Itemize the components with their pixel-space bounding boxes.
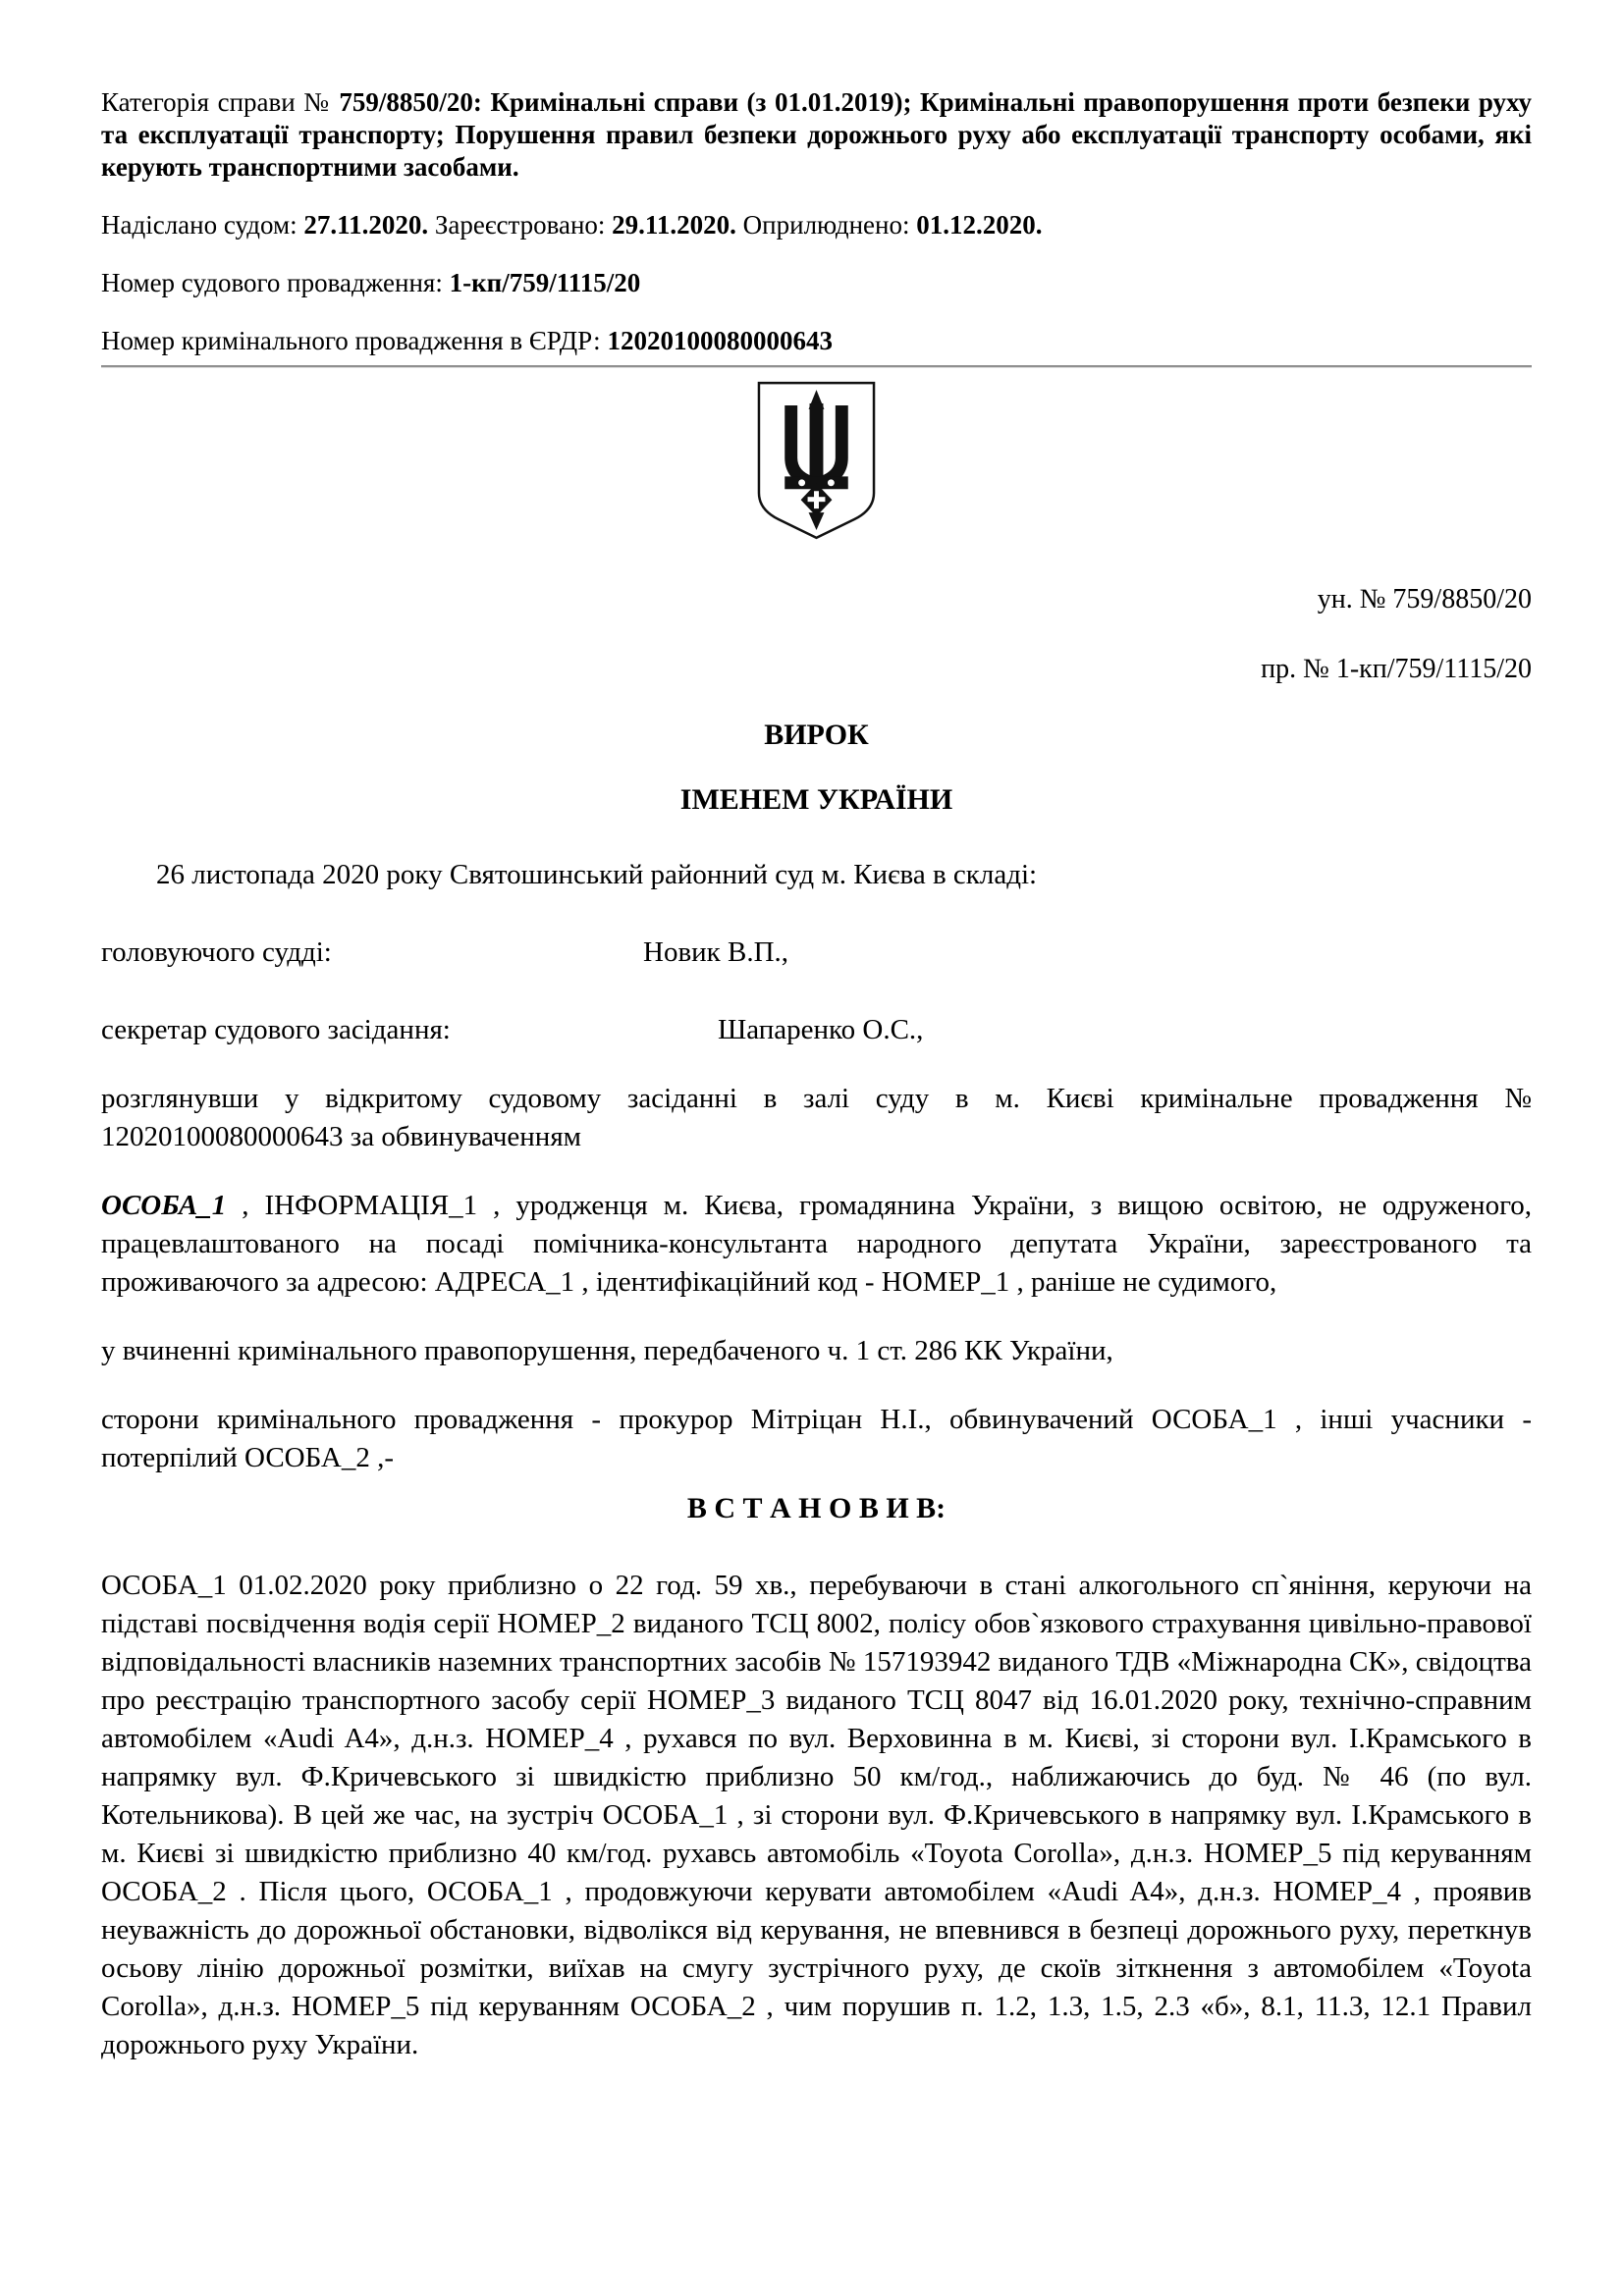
sent-by-court-label: Надіслано судом: (101, 210, 304, 240)
header-divider (101, 365, 1532, 368)
established-heading: В С Т А Н О В И В: (686, 1492, 947, 1524)
document-title: ВИРОК (764, 719, 869, 751)
proceeding-case-number: пр. № 1-кп/759/1115/20 (1261, 654, 1532, 684)
secretary-name: Шапаренко О.С., (718, 1014, 924, 1045)
dates-line (101, 209, 1532, 241)
secretary-label: секретар судового засідання: (101, 1014, 451, 1045)
accused-description: , ІНФОРМАЦІЯ_1 , уродженця м. Києва, громадянина України, з вищою освітою, не одруженого, працевлаштованого на посаді помічника-консультанта народного депутата України, зареєстрованого та проживаючого за адресою: АДРЕСА_1 , ідентифікаційний код - НОМЕР_1 , раніше не судимого, (101, 1190, 1532, 1298)
court-proceeding-value: 1-кп/759/1115/20 (449, 268, 641, 297)
erdr-number-line (101, 325, 1532, 357)
erdr-label: Номер кримінального провадження в ЄРДР: (101, 326, 608, 355)
court-proceeding-label: Номер судового провадження: (101, 268, 450, 297)
case-category-line (101, 86, 1532, 184)
charge-paragraph: у вчиненні кримінального правопорушення, передбаченого ч. 1 ст. 286 КК України, (101, 1335, 1113, 1366)
registered-label: Зареєстровано: (428, 210, 613, 240)
presiding-judge-label: головуючого судді: (101, 936, 332, 968)
erdr-value: 12020100080000643 (607, 326, 833, 355)
case-category-value: 759/8850/20: Кримінальні справи (з 01.01.2019); Кримінальні правопорушення проти безпеки руху та експлуатації транспорту; Порушення правил безпеки дорожнього руху або експлуатації транспорту особами, які керують транспортними засобами. (101, 87, 1533, 182)
unified-case-number: ун. № 759/8850/20 (1317, 584, 1532, 614)
emblem-container (101, 380, 1532, 547)
accused-paragraph (101, 1187, 1532, 1302)
published-date: 01.12.2020. (916, 210, 1043, 240)
presiding-judge-name: Новик В.П., (643, 936, 789, 968)
accused-person-token: ОСОБА_1 (101, 1190, 227, 1221)
registered-date: 29.11.2020. (612, 210, 736, 240)
case-category-label: Категорія справи № (101, 87, 340, 117)
secretary-line (101, 1011, 1532, 1049)
sent-by-court-date: 27.11.2020. (303, 210, 429, 240)
ukraine-coat-of-arms-icon (754, 529, 879, 546)
published-label: Оприлюднено: (735, 210, 917, 240)
facts-paragraph: ОСОБА_1 01.02.2020 року приблизно о 22 год. 59 хв., перебуваючи в стані алкогольного сп`яніння, керуючи на підставі посвідчення водія серії НОМЕР_2 виданого ТСЦ 8002, полісу обов`язкового страхування цивільно-правової відповідальності власників наземних транспортних засобів № 157193942 виданого ТДВ «Міжнародна СК», свідоцтва про реєстрацію транспортного засобу серії НОМЕР_3 виданого ТСЦ 8047 від 16.01.2020 року, технічно-справним автомобілем «Audi A4», д.н.з. НОМЕР_4 , рухався по вул. Верховинна в м. Києві, зі сторони вул. І.Крамського в напрямку вул. Ф.Кричевського зі швидкістю приблизно 50 км/год., наближаючись до буд. № 46 (по вул. Котельникова). В цей же час, на зустріч ОСОБА_1 , зі сторони вул. Ф.Кричевського в напрямку вул. І.Крамського в м. Києві зі швидкістю приблизно 40 км/год. рухавсь автомобіль «Toyota Corolla», д.н.з. НОМЕР_5 під керуванням ОСОБА_2 . Після цього, ОСОБА_1 , продовжуючи керувати автомобілем «Audi A4», д.н.з. НОМЕР_4 , проявив неуважність до дорожньої обстановки, відволікся від керування, не впевнився в безпеці дорожнього руху, переткнув осьову лінію дорожньої розмітки, виїхав на смугу зустрічного руху, де скоїв зіткнення з автомобілем «Toyota Corolla», д.н.з. НОМЕР_5 під керуванням ОСОБА_2 , чим порушив п. 1.2, 1.3, 1.5, 2.3 «б», 8.1, 11.3, 12.1 Правил дорожнього руху України. (101, 1570, 1532, 2060)
parties-paragraph: сторони кримінального провадження - прокурор Мітріцан Н.І., обвинувачений ОСОБА_1 , інші учасники - потерпілий ОСОБА_2 ,- (101, 1404, 1532, 1473)
presiding-judge-line (101, 934, 1532, 972)
document-subtitle: ІМЕНЕМ УКРАЇНИ (679, 783, 953, 816)
court-proceeding-number-line (101, 267, 1532, 299)
reviewed-paragraph: розглянувши у відкритому судовому засіданні в залі суду в м. Києві кримінальне провадження № 12020100080000643 за обвинуваченням (101, 1083, 1532, 1152)
intro-paragraph: 26 листопада 2020 року Святошинський районний суд м. Києва в складі: (156, 859, 1038, 890)
